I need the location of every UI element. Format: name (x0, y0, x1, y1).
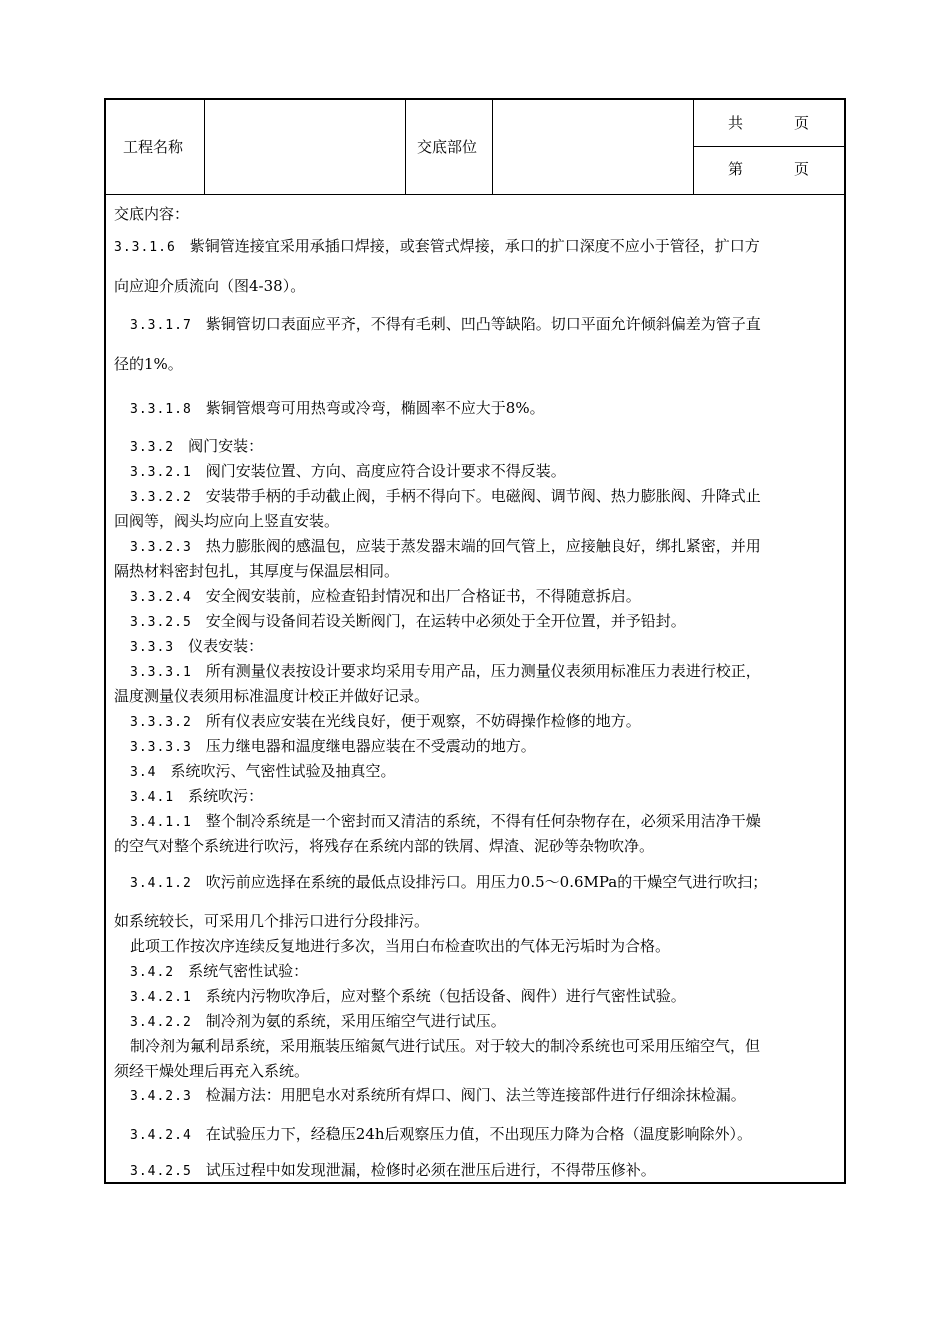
clause-text: 紫铜管煨弯可用热弯或冷弯，椭圆率不应大于8%。 (205, 399, 545, 417)
content-line (114, 1061, 309, 1081)
clause-number: 3.4.2.2 (130, 1015, 192, 1030)
clause-text: 系统内污物吹净后，应对整个系统（包括设备、阀件）进行气密性试验。 (205, 987, 686, 1005)
clause-number: 3.3.3.3 (130, 740, 192, 755)
clause-text: 径的1%。 (114, 355, 183, 373)
content-line (130, 961, 308, 983)
clause-text: 紫铜管连接宜采用承插口焊接，或套管式焊接，承口的扩口深度不应小于管径，扩口方 (189, 237, 760, 255)
clause-text: 阀门安装位置、方向、高度应符合设计要求不得反装。 (205, 462, 566, 480)
clause-number: 3.4 (130, 765, 157, 780)
divider (405, 100, 406, 194)
clause-text: 所有仪表应安装在光线良好，便于观察，不妨碍操作检修的地方。 (205, 712, 641, 730)
content-line (130, 461, 566, 483)
clause-text: 安装带手柄的手动截止阀，手柄不得向下。电磁阀、调节阀、热力膨胀阀、升降式止 (205, 487, 761, 505)
clause-number: 3.3.3.2 (130, 715, 192, 730)
content-line (114, 686, 429, 706)
clause-text: 试压过程中如发现泄漏，检修时必须在泄压后进行，不得带压修补。 (205, 1161, 656, 1179)
clause-number: 3.3.3 (130, 640, 175, 655)
clause-number: 3.4.2.5 (130, 1164, 192, 1179)
clause-text: 系统吹污： (188, 787, 264, 805)
content-line (130, 1124, 752, 1146)
clause-number: 3.3.1.6 (114, 240, 176, 255)
clause-text: 向应迎介质流向（图4-38）。 (114, 277, 306, 295)
clause-number: 3.4.1.2 (130, 876, 192, 891)
clause-number: 3.3.2.4 (130, 590, 192, 605)
page-number-label-b: 页 (794, 160, 810, 178)
content-line (130, 936, 670, 956)
content-line (130, 1085, 746, 1107)
clause-number: 3.3.2.2 (130, 490, 192, 505)
clause-text: 系统气密性试验： (188, 962, 309, 980)
clause-number: 3.3.2.5 (130, 615, 192, 630)
page-number-label-a: 第 (728, 160, 744, 178)
content-line (114, 276, 305, 296)
clause-text: 仪表安装： (188, 637, 264, 655)
content-line (130, 398, 545, 420)
content-line (130, 661, 761, 683)
clause-text: 隔热材料密封包扎，其厚度与保温层相同。 (114, 562, 400, 580)
clause-number: 3.3.1.7 (130, 318, 192, 333)
clause-number: 3.4.2.3 (130, 1089, 192, 1104)
divider (693, 100, 694, 194)
content-line (130, 1036, 760, 1056)
clause-text: 回阀等，阀头均应向上竖直安装。 (114, 512, 340, 530)
content-line (130, 761, 396, 783)
content-line (130, 1160, 656, 1182)
total-pages-label-a: 共 (728, 114, 744, 132)
content-line (130, 711, 641, 733)
clause-text: 此项工作按次序连续反复地进行多次，当用白布检查吹出的气体无污垢时为合格。 (130, 937, 671, 955)
clause-text: 吹污前应选择在系统的最低点设排污口。用压力0.5～0.6MPa的干燥空气进行吹扫； (205, 873, 768, 891)
clause-number: 3.4.1 (130, 790, 175, 805)
content-line (114, 511, 339, 531)
project-name-label: 工程名称 (123, 138, 184, 156)
clause-text: 系统吹污、气密性试验及抽真空。 (170, 762, 396, 780)
content-line (130, 486, 761, 508)
content-line (130, 872, 767, 894)
content-line (130, 986, 686, 1008)
clause-number: 3.4.1.1 (130, 815, 192, 830)
content-line (130, 636, 263, 658)
content-line (114, 836, 654, 856)
content-line (130, 1011, 506, 1033)
clause-text: 压力继电器和温度继电器应装在不受震动的地方。 (205, 737, 536, 755)
content-line (130, 536, 761, 558)
header-table (106, 100, 844, 194)
content-line (114, 236, 760, 258)
clause-number: 3.3.2 (130, 440, 175, 455)
content-line (130, 586, 641, 608)
content-line (130, 736, 536, 758)
clause-text: 须经干燥处理后再充入系统。 (114, 1062, 310, 1080)
clause-text: 热力膨胀阀的感温包，应装于蒸发器末端的回气管上，应接触良好，绑扎紧密，并用 (205, 537, 761, 555)
clause-number: 3.3.3.1 (130, 665, 192, 680)
clause-text: 制冷剂为氟利昂系统，采用瓶装压缩氮气进行试压。对于较大的制冷系统也可采用压缩空气，但 (130, 1037, 761, 1055)
clause-number: 3.4.2.1 (130, 990, 192, 1005)
divider (492, 100, 493, 194)
content-line (114, 354, 183, 374)
clause-text: 在试验压力下，经稳压24h后观察压力值，不出现压力降为合格（温度影响除外）。 (205, 1125, 753, 1143)
content-title: 交底内容： (114, 205, 190, 223)
clause-text: 的空气对整个系统进行吹污，将残存在系统内部的铁屑、焊渣、泥砂等杂物吹净。 (114, 837, 655, 855)
clause-text: 温度测量仪表须用标准温度计校正并做好记录。 (114, 687, 430, 705)
handover-location-label: 交底部位 (417, 138, 478, 156)
content-line (130, 786, 263, 808)
content-line (130, 436, 263, 458)
content-line (130, 811, 761, 833)
clause-text: 安全阀安装前，应检查铅封情况和出厂合格证书，不得随意拆启。 (205, 587, 641, 605)
clause-number: 3.4.2 (130, 965, 175, 980)
clause-text: 阀门安装： (188, 437, 264, 455)
clause-text: 紫铜管切口表面应平齐，不得有毛刺、凹凸等缺陷。切口平面允许倾斜偏差为管子直 (205, 315, 761, 333)
clause-number: 3.4.2.4 (130, 1128, 192, 1143)
clause-text: 检漏方法：用肥皂水对系统所有焊口、阀门、法兰等连接部件进行仔细涂抹检漏。 (205, 1086, 746, 1104)
total-pages-label-b: 页 (794, 114, 810, 132)
clause-text: 制冷剂为氨的系统，采用压缩空气进行试压。 (205, 1012, 506, 1030)
clause-number: 3.3.2.3 (130, 540, 192, 555)
divider (693, 146, 844, 147)
clause-text: 整个制冷系统是一个密封而又清洁的系统，不得有任何杂物存在，必须采用洁净干燥 (205, 812, 761, 830)
divider (106, 194, 844, 195)
clause-text: 安全阀与设备间若设关断阀门，在运转中必须处于全开位置，并予铅封。 (205, 612, 686, 630)
content-line (130, 314, 761, 336)
clause-text: 所有测量仪表按设计要求均采用专用产品，压力测量仪表须用标准压力表进行校正， (205, 662, 761, 680)
handover-sheet (104, 98, 846, 1184)
content-line (130, 611, 686, 633)
clause-number: 3.3.1.8 (130, 402, 192, 417)
content-line (114, 561, 399, 581)
clause-number: 3.3.2.1 (130, 465, 192, 480)
divider (204, 100, 205, 194)
clause-text: 如系统较长，可采用几个排污口进行分段排污。 (114, 912, 430, 930)
content-line (114, 911, 429, 931)
